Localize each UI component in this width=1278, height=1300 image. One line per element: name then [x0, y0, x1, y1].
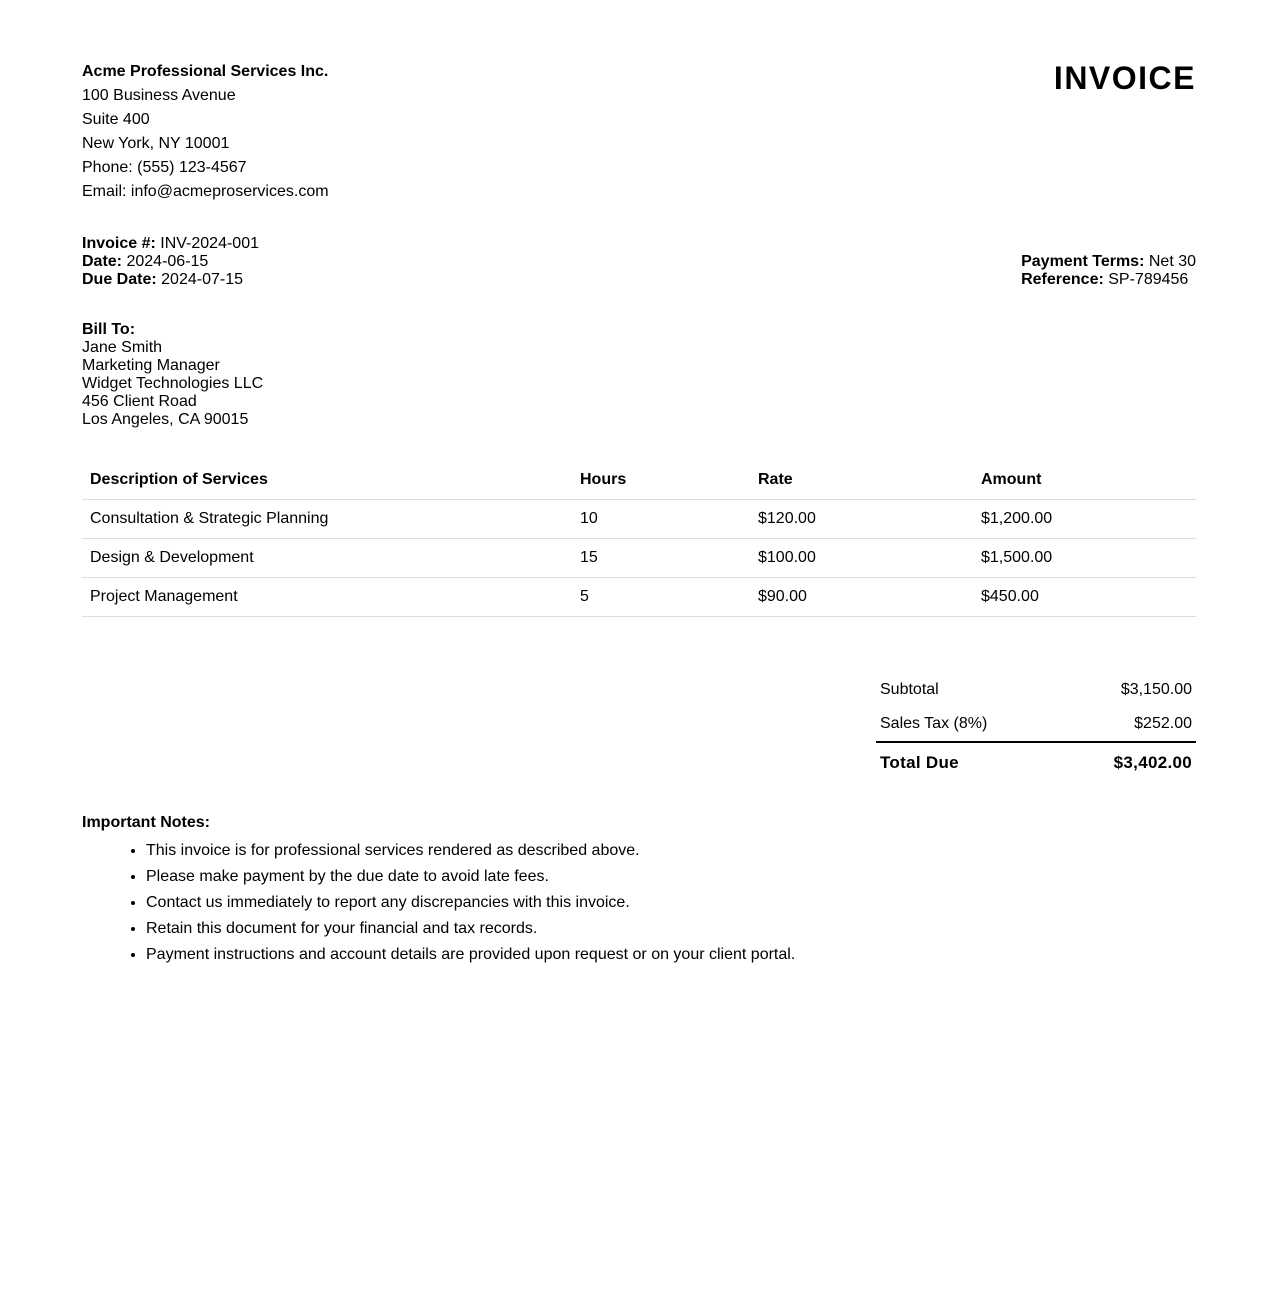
bill-to-company: Widget Technologies LLC [82, 375, 264, 392]
company-address-line2: Suite 400 [82, 111, 150, 128]
invoice-date-label: Date: [82, 253, 123, 270]
list-item: • Please make payment by the due date to avoid late fees. [146, 864, 795, 890]
cell-amount: $1,500.00 [973, 539, 1196, 578]
bill-to-block [82, 321, 263, 429]
invoice-meta-left [82, 235, 259, 289]
header-amount: Amount [973, 461, 1196, 500]
company-info [82, 60, 329, 204]
list-item: • Payment instructions and account details are provided upon request or on your client portal. [146, 942, 795, 968]
company-phone: Phone: (555) 123-4567 [82, 159, 247, 176]
bill-to-city-state-zip: Los Angeles, CA 90015 [82, 411, 249, 428]
notes-section [82, 814, 795, 968]
cell-amount: $450.00 [973, 578, 1196, 617]
header-rate: Rate [750, 461, 973, 500]
table-row [82, 578, 1196, 617]
payment-terms-value: Net 30 [1148, 253, 1196, 270]
reference-row [1021, 271, 1196, 289]
cell-description: Design & Development [82, 539, 572, 578]
total-due-label: Total Due [876, 742, 1059, 783]
header-description: Description of Services [82, 461, 572, 500]
table-row [82, 539, 1196, 578]
cell-hours: 5 [572, 578, 750, 617]
cell-rate: $100.00 [750, 539, 973, 578]
tax-label: Sales Tax (8%) [880, 715, 988, 732]
cell-description: Project Management [82, 578, 572, 617]
reference-value: SP-789456 [1108, 271, 1189, 288]
bill-to-name: Jane Smith [82, 339, 163, 356]
invoice-date-value: 2024-06-15 [126, 253, 209, 270]
table-header-row [82, 461, 1196, 500]
bill-to-address: 456 Client Road [82, 393, 197, 410]
payment-terms-label: Payment Terms: [1021, 253, 1145, 270]
invoice-number-label: Invoice #: [82, 235, 156, 252]
services-table [82, 461, 1196, 617]
total-due-row [876, 742, 1196, 783]
subtotal-label: Subtotal [880, 681, 939, 698]
bill-to-title: Marketing Manager [82, 357, 220, 374]
notes-title: Important Notes: [82, 814, 210, 831]
invoice-title: INVOICE [1053, 60, 1196, 96]
total-due-value: $3,402.00 [1059, 742, 1196, 783]
company-address-line1: 100 Business Avenue [82, 87, 236, 104]
table-row [82, 500, 1196, 539]
tax-row [876, 707, 1196, 742]
header-hours: Hours [572, 461, 750, 500]
invoice-number-value: INV-2024-001 [160, 235, 259, 252]
invoice-date-row [82, 253, 259, 271]
cell-hours: 10 [572, 500, 750, 539]
due-date-row [82, 271, 259, 289]
invoice-number-row [82, 235, 259, 253]
cell-rate: $120.00 [750, 500, 973, 539]
cell-amount: $1,200.00 [973, 500, 1196, 539]
due-date-value: 2024-07-15 [161, 271, 243, 288]
list-item: • This invoice is for professional services rendered as described above. [146, 838, 795, 864]
cell-rate: $90.00 [750, 578, 973, 617]
company-city-state-zip: New York, NY 10001 [82, 135, 230, 152]
notes-list [82, 838, 795, 968]
cell-description: Consultation & Strategic Planning [82, 500, 572, 539]
company-name: Acme Professional Services Inc. [82, 63, 329, 80]
list-item: • Retain this document for your financial and tax records. [146, 916, 795, 942]
bill-to-label: Bill To: [82, 321, 136, 338]
payment-terms-row [1021, 253, 1196, 271]
subtotal-value: $3,150.00 [1120, 681, 1192, 698]
cell-hours: 15 [572, 539, 750, 578]
totals-table [876, 673, 1196, 783]
due-date-label: Due Date: [82, 271, 157, 288]
list-item: • Contact us immediately to report any discrepancies with this invoice. [146, 890, 795, 916]
subtotal-row [876, 673, 1196, 707]
company-email: Email: info@acmeproservices.com [82, 183, 329, 200]
tax-value: $252.00 [1134, 715, 1192, 732]
invoice-meta-right [1021, 253, 1196, 289]
reference-label: Reference: [1021, 271, 1104, 288]
